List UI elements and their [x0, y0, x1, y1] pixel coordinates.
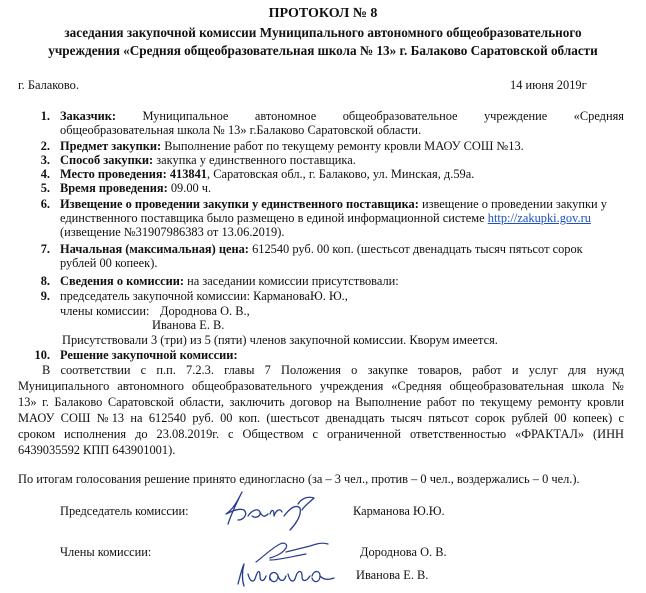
- zakupki-link[interactable]: http://zakupki.gov.ru: [487, 211, 591, 225]
- item-number: 7.: [40, 242, 50, 256]
- decision-line-6: 6439035592 КПП 643901001).: [18, 443, 176, 457]
- chair-name: Карманова Ю.Ю.: [353, 504, 445, 518]
- members-label: члены комиссии:: [60, 304, 150, 318]
- commission-chair: председатель закупочной комиссии: КармановаЮ. Ю.,: [60, 289, 348, 303]
- header-line-2: учреждения «Средняя общеобразовательная школа № 13» г. Балаково Саратовской области: [48, 43, 598, 58]
- item-value: Муниципальное автономное общеобразовательное учреждение «Средняя: [142, 109, 624, 123]
- header-line-1: заседания закупочной комиссии Муниципального автономного общеобразовательного: [64, 25, 582, 40]
- decision-line-5: сроком исполнения до 23.08.2019г. с Обществом с ограниченной ответственностью «ФРАКТАЛ» (ИНН: [18, 427, 624, 441]
- item-label: Время проведения:: [60, 181, 168, 195]
- city: г. Балаково.: [18, 78, 79, 92]
- postal-code: 413841: [169, 167, 207, 181]
- item-label: Заказчик:: [60, 109, 117, 123]
- item-value: , Саратовская обл., г. Балаково, ул. Минская, д.59а.: [207, 167, 475, 181]
- item-label: Место проведения:: [60, 167, 167, 181]
- item-label: Предмет закупки:: [60, 139, 162, 153]
- quorum-note: Присутствовали 3 (три) из 5 (пяти) членов закупочной комиссии. Кворум имеется.: [62, 333, 498, 347]
- item-price-cont: рублей 00 копеек).: [60, 256, 158, 270]
- member2-name: Иванова Е. В.: [356, 568, 429, 582]
- item-place: [60, 167, 474, 181]
- member-1: Дороднова О. В.,: [160, 304, 250, 318]
- item-number: 1.: [40, 109, 50, 123]
- item-value-cont: единственного поставщика было размещено в единой информационной системе: [60, 211, 485, 225]
- item-notice-line2: [60, 211, 591, 225]
- item-value: закупка у единственного поставщика.: [156, 153, 356, 167]
- item-value: 612540 руб. 00 коп. (шестьсот двенадцать тысяч пятьсот сорок: [252, 242, 583, 256]
- item-commission: [60, 274, 399, 288]
- item-label: Начальная (максимальная) цена:: [60, 242, 249, 256]
- item-label: Способ закупки:: [60, 153, 154, 167]
- decision-line-2: Муниципального автономного общеобразовательного учреждения «Средняя общеобразовательная школа №: [18, 379, 624, 393]
- chair-signature: [218, 486, 328, 534]
- chair-label: Председатель комиссии:: [60, 504, 189, 518]
- item-price: [60, 242, 583, 256]
- item-value: извещение о проведении закупки у: [422, 197, 607, 211]
- item-number: 9.: [40, 289, 50, 303]
- item-number: 4.: [40, 167, 50, 181]
- item-notice: [60, 197, 607, 211]
- item-number: 8.: [40, 274, 50, 288]
- item-label: Сведения о комиссии:: [60, 274, 185, 288]
- item-number: 6.: [40, 197, 50, 211]
- item-value-cont: общеобразовательная школа № 13» г.Балаково Саратовской области.: [60, 123, 422, 137]
- decision-heading: [60, 348, 238, 362]
- date: 14 июня 2019г: [510, 78, 587, 92]
- vote-result: По итогам голосования решение принято единогласно (за – 3 чел., против – 0 чел., воздержались – 0 чел.).: [18, 472, 580, 486]
- item-number: 2.: [40, 139, 50, 153]
- decision-line-1: В соответствии с п.п. 7.2.3. главы 7 Положения о закупке товаров, работ и услуг для нужд: [42, 363, 624, 377]
- item-notice-line3: (извещение №31907986383 от 13.06.2019).: [60, 225, 285, 239]
- item-method: [60, 153, 356, 167]
- item-number: 10.: [34, 348, 50, 362]
- decision-line-3: 13» г. Балаково Саратовской области, заключить договор на Выполнение работ по текущему ремонту кровли: [18, 395, 624, 409]
- member2-signature: [230, 558, 350, 592]
- member-2: Иванова Е. В.: [152, 318, 225, 332]
- item-value: 09.00 ч.: [170, 181, 212, 195]
- item-time: [60, 181, 211, 195]
- members-sign-label: Члены комиссии:: [60, 545, 152, 559]
- item-value: Выполнение работ по текущему ремонту кровли МАОУ СОШ №13.: [164, 139, 524, 153]
- decision-line-4: МАОУ СОШ №13 на 612540 руб. 00 коп. (шестьсот двенадцать тысяч пятьсот сорок рублей 00 копеек) с: [18, 411, 624, 425]
- item-subject: [60, 139, 524, 153]
- item-number: 3.: [40, 153, 50, 167]
- item-number: 5.: [40, 181, 50, 195]
- item-label: Извещение о проведении закупки у единственного поставщика:: [60, 197, 419, 211]
- item-customer: [60, 109, 624, 123]
- member1-name: Дороднова О. В.: [360, 545, 447, 559]
- document-title: ПРОТОКОЛ № 8: [268, 6, 378, 21]
- item-label: Решение закупочной комиссии:: [60, 348, 238, 362]
- item-value: на заседании комиссии присутствовали:: [187, 274, 399, 288]
